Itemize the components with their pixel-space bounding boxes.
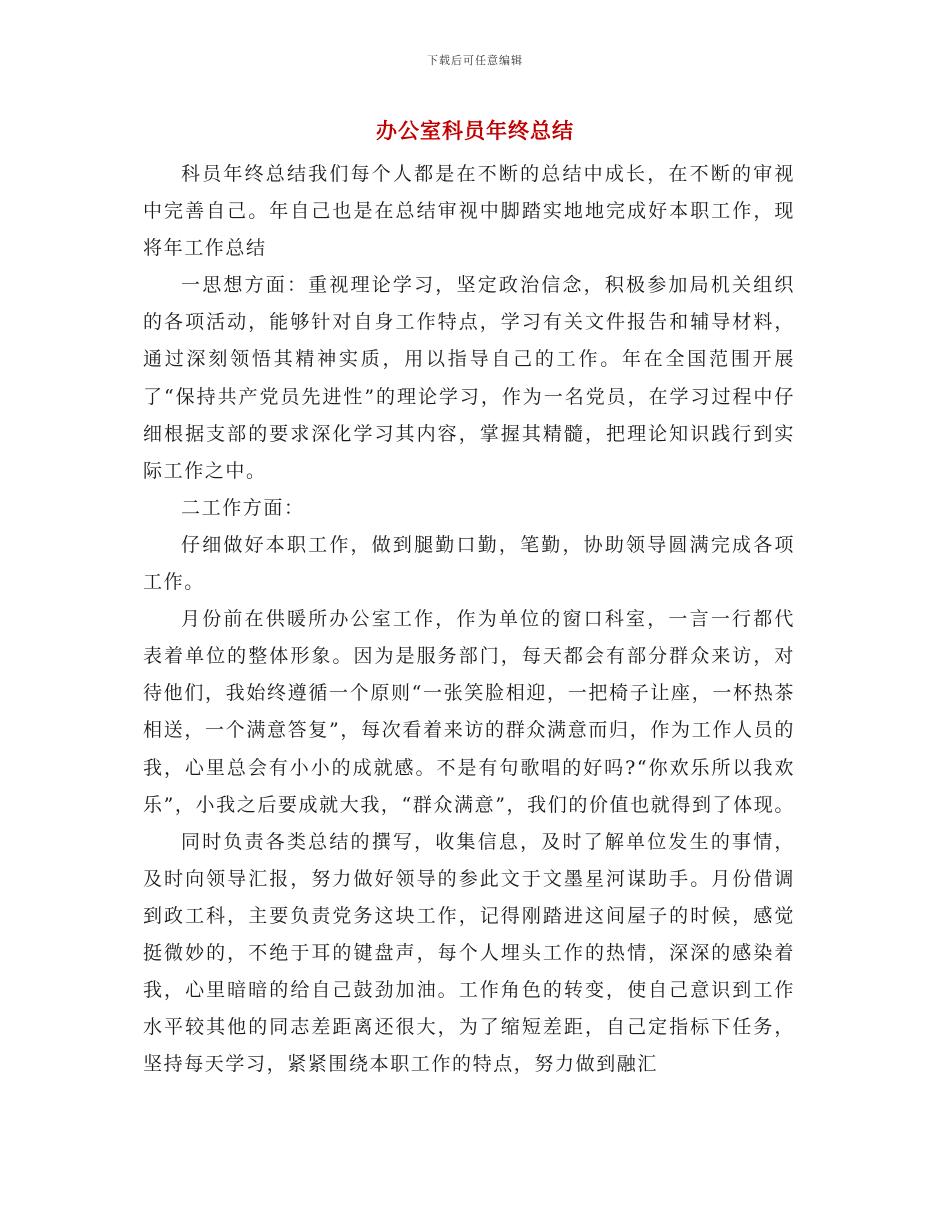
- paragraph-writing-work: 同时负责各类总结的撰写，收集信息，及时了解单位发生的事情，及时向领导汇报，努力做好领导的参此文于文墨星河谋助手。月份借调到政工科，主要负责党务这块工作，记得刚踏进这间屋子的时候，感觉挺微妙的，不绝于耳的键盘声，每个人埋头工作的热情，深深的感染着我，心里暗暗的给自己鼓劲加油。工作角色的转变，使自己意识到工作水平较其他的同志差距离还很大，为了缩短差距，自己定指标下任务，坚持每天学习，紧紧围绕本职工作的特点，努力做到融汇: [143, 830, 795, 1076]
- document-body: [143, 156, 795, 1083]
- paragraph-thought: 一思想方面：重视理论学习，坚定政治信念，积极参加局机关组织的各项活动，能够针对自身工作特点，学习有关文件报告和辅导材料，通过深刻领悟其精神实质，用以指导自己的工作。年在全国范围开展了“保持共产党员先进性”的理论学习，作为一名党员，在学习过程中仔细根据支部的要求深化学习其内容，掌握其精髓，把理论知识践行到实际工作之中。: [143, 274, 795, 482]
- paragraph-duties: 仔细做好本职工作，做到腿勤口勤，笔勤，协助领导圆满完成各项工作。: [143, 533, 795, 594]
- page-title: 办公室科员年终总结: [376, 118, 574, 143]
- header-note: 下载后可任意编辑: [427, 54, 523, 67]
- paragraph-intro: 科员年终总结我们每个人都是在不断的总结中成长，在不断的审视中完善自己。年自己也是在总结审视中脚踏实地地完成好本职工作，现将年工作总结: [143, 163, 795, 260]
- paragraph-work-heading: 二工作方面：: [181, 496, 305, 519]
- paragraph-office-work: 月份前在供暖所办公室工作，作为单位的窗口科室，一言一行都代表着单位的整体形象。因为是服务部门，每天都会有部分群众来访，对待他们，我始终遵循一个原则“一张笑脸相迎，一把椅子让座，一杯热茶相送，一个满意答复”，每次看着来访的群众满意而归，作为工作人员的我，心里总会有小小的成就感。不是有句歌唱的好吗?“你欢乐所以我欢乐”，小我之后要成就大我，“群众满意”，我们的价值也就得到了体现。: [143, 608, 795, 816]
